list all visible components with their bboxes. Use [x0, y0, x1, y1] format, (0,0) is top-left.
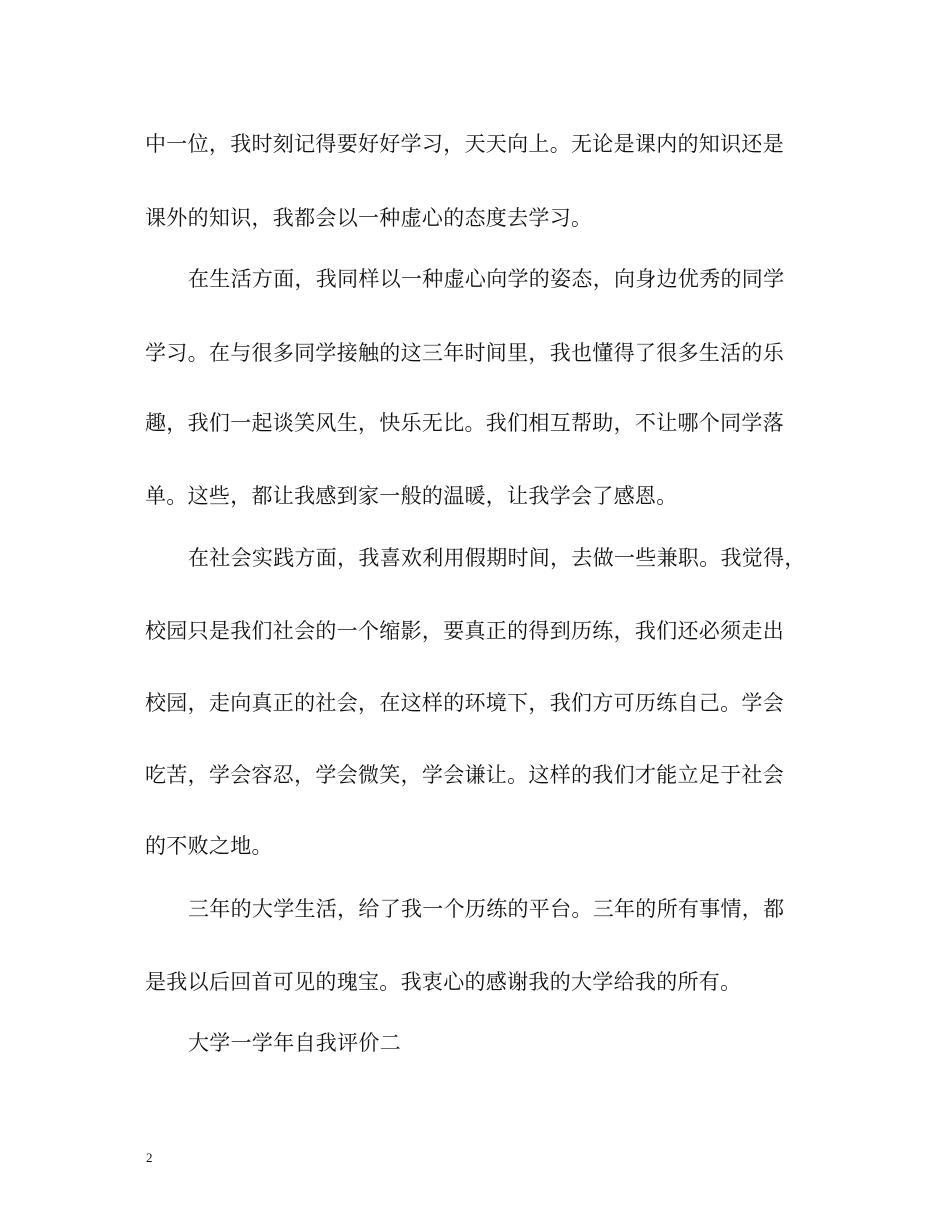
text-line-13: 是我以后回首可见的瑰宝。我衷心的感谢我的大学给我的所有。	[145, 970, 742, 994]
text-line-11: 的不败之地。	[145, 834, 273, 858]
text-line-4: 学习。在与很多同学接触的这三年时间里，我也懂得了很多生活的乐	[145, 341, 784, 365]
text-line-5: 趣，我们一起谈笑风生，快乐无比。我们相互帮助，不让哪个同学落	[145, 411, 784, 435]
paragraph-practice-start: 在社会实践方面，我喜欢利用假期时间，去做一些兼职。我觉得，	[188, 546, 806, 570]
paragraph-summary-start: 三年的大学生活，给了我一个历练的平台。三年的所有事情，都	[188, 897, 785, 921]
page-number: 2	[146, 1150, 153, 1165]
text-line-9: 校园，走向真正的社会，在这样的环境下，我们方可历练自己。学会	[145, 691, 784, 715]
text-line-10: 吃苦，学会容忍，学会微笑，学会谦让。这样的我们才能立足于社会	[145, 763, 784, 787]
text-line-6: 单。这些，都让我感到家一般的温暖，让我学会了感恩。	[145, 484, 678, 508]
text-line-8: 校园只是我们社会的一个缩影，要真正的得到历练，我们还必须走出	[145, 619, 784, 643]
text-line-2: 课外的知识，我都会以一种虚心的态度去学习。	[145, 206, 593, 230]
paragraph-life-start: 在生活方面，我同样以一种虚心向学的姿态，向身边优秀的同学	[188, 267, 785, 291]
text-line-1: 中一位，我时刻记得要好好学习，天天向上。无论是课内的知识还是	[145, 132, 784, 156]
section-heading: 大学一学年自我评价二	[188, 1031, 401, 1055]
